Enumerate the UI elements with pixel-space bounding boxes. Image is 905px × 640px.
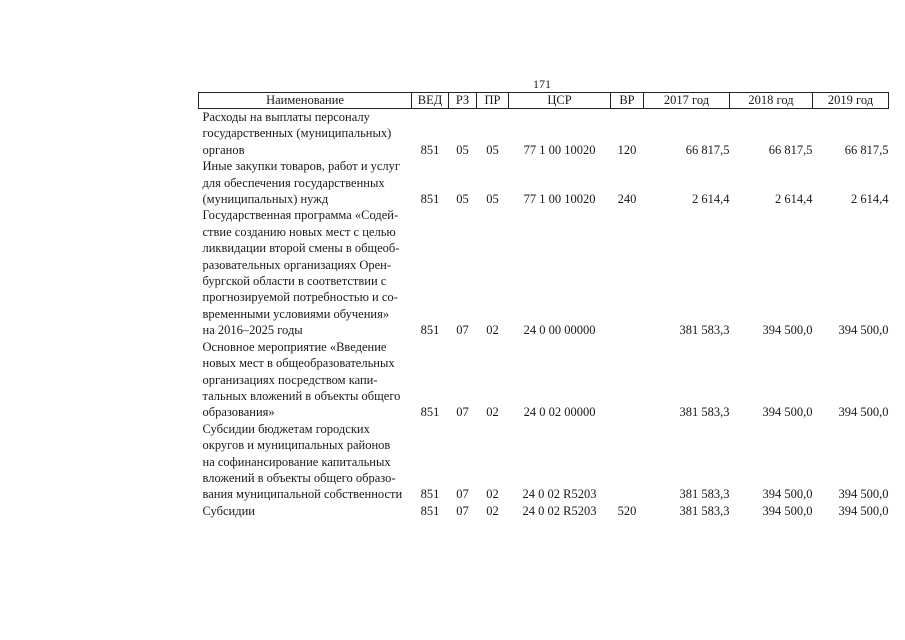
cell-name-line: вложений в объекты общего образо- [202,470,396,485]
cell-name [199,339,412,421]
cell-name-line: временными условиями обучения» [202,306,390,321]
cell-name-line: Субсидии [202,503,255,518]
cell-name [199,158,412,207]
cell-name-line: на софинансирование капитальных [202,454,391,469]
cell-2017: 381 583,3 [679,503,730,518]
cell-2019: 2 614,4 [851,192,889,207]
cell-ved: 851 [420,323,440,338]
cell-name-line: для обеспечения государственных [202,175,385,190]
header-2017: 2017 год [644,93,730,109]
cell-vr: 120 [617,142,637,157]
cell-ved: 851 [420,487,440,502]
cell-2019: 394 500,0 [838,487,889,502]
table-row [199,339,889,421]
cell-rz: 07 [456,487,469,502]
cell-name-line: Расходы на выплаты персоналу [202,110,370,124]
header-2018: 2018 год [730,93,813,109]
cell-2017: 381 583,3 [679,487,730,502]
cell-2019: 394 500,0 [838,323,889,338]
cell-name-line: Основное мероприятие «Введение [202,339,387,354]
cell-name-line: Государственная программа «Содей- [202,208,399,223]
cell-ved: 851 [420,503,440,518]
cell-name-line: разовательных организациях Орен- [202,257,392,272]
cell-2017: 381 583,3 [679,405,730,420]
cell-name [199,207,412,338]
table-header [199,93,889,109]
cell-name [199,503,412,519]
cell-name-line: тальных вложений в объекты общего [202,388,401,403]
cell-csr: 24 0 00 00000 [523,323,596,338]
cell-name-line: организациях посредством капи- [202,372,378,387]
cell-pr: 05 [486,142,499,157]
budget-table [198,92,889,519]
cell-name [199,421,412,503]
cell-vr: 520 [617,503,637,518]
page-number: 171 [533,77,551,91]
cell-vr [611,421,644,503]
cell-name-line: на 2016–2025 годы [202,323,303,338]
cell-pr: 02 [486,323,499,338]
cell-pr: 02 [486,503,499,518]
header-name: Наименование [199,93,412,109]
table-row [199,207,889,338]
cell-csr: 77 1 00 10020 [523,192,596,207]
cell-pr: 02 [486,487,499,502]
cell-name-line: образования» [202,405,275,420]
cell-name-line: Субсидии бюджетам городских [202,421,370,436]
cell-csr: 24 0 02 R5203 [522,487,597,502]
cell-vr [611,339,644,421]
cell-2018: 394 500,0 [762,487,813,502]
cell-rz: 05 [456,192,469,207]
cell-csr: 77 1 00 10020 [523,142,596,157]
cell-2017: 381 583,3 [679,323,730,338]
table-row [199,158,889,207]
cell-2018: 394 500,0 [762,405,813,420]
table-row [199,503,889,519]
cell-name-line: новых мест в общеобразовательных [202,356,395,371]
header-ved: ВЕД [412,93,449,109]
cell-name-line: ствие созданию новых мест с целью [202,224,396,239]
table-body [199,109,889,520]
header-rz: РЗ [449,93,477,109]
cell-name-line: (муниципальных) нужд [202,192,329,207]
cell-name-line: ликвидации второй смены в общеоб- [202,241,400,256]
cell-csr: 24 0 02 R5203 [522,503,597,518]
table-row [199,109,889,159]
cell-2018: 66 817,5 [768,142,813,157]
cell-2018: 394 500,0 [762,503,813,518]
cell-2017: 2 614,4 [692,192,730,207]
cell-ved: 851 [420,405,440,420]
cell-2017: 66 817,5 [685,142,730,157]
header-vr: ВР [611,93,644,109]
table-row [199,421,889,503]
cell-pr: 02 [486,405,499,420]
cell-name-line: бургской области в соответствии с [202,274,387,289]
cell-name-line: вания муниципальной собственности [202,487,403,502]
cell-rz: 07 [456,405,469,420]
header-pr: ПР [477,93,509,109]
cell-pr: 05 [486,192,499,207]
cell-2019: 66 817,5 [844,142,889,157]
cell-name-line: государственных (муниципальных) [202,126,392,141]
header-csr: ЦСР [509,93,611,109]
cell-rz: 05 [456,142,469,157]
cell-2019: 394 500,0 [838,503,889,518]
cell-2018: 394 500,0 [762,323,813,338]
cell-2018: 2 614,4 [775,192,813,207]
cell-rz: 07 [456,323,469,338]
cell-2019: 394 500,0 [838,405,889,420]
cell-csr: 24 0 02 00000 [523,405,596,420]
cell-rz: 07 [456,503,469,518]
cell-vr [611,207,644,338]
header-row [199,93,889,109]
cell-name [199,109,412,159]
cell-name-line: органов [202,142,245,157]
cell-vr: 240 [617,192,637,207]
cell-ved: 851 [420,192,440,207]
cell-ved: 851 [420,142,440,157]
cell-name-line: округов и муниципальных районов [202,438,391,453]
header-2019: 2019 год [813,93,889,109]
cell-name-line: Иные закупки товаров, работ и услуг [202,159,401,174]
cell-name-line: прогнозируемой потребностью и со- [202,290,398,305]
